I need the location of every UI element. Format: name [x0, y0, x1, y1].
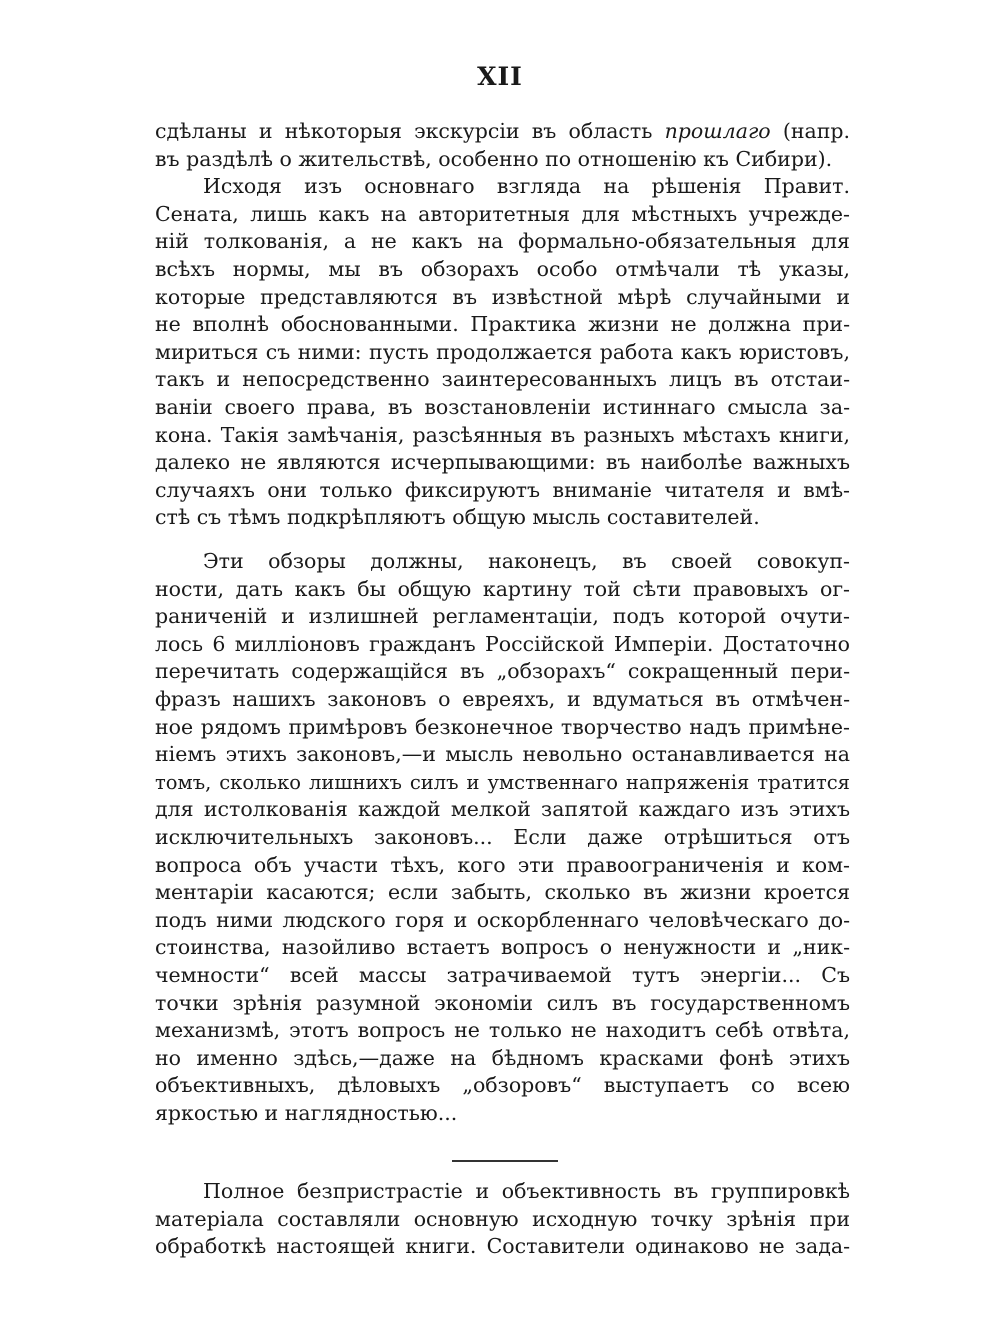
paragraph-2-line: случаяхъ они только фиксируютъ вниманіе читателя и вмѣ-	[155, 477, 850, 502]
paragraph-1-line-1	[155, 118, 850, 146]
paragraph-2-line: такъ и непосредственно заинтересованныхъ лицъ въ отстаи-	[155, 367, 850, 392]
paragraph-3-line: Эти обзоры должны, наконецъ, въ своей совокуп-	[203, 549, 850, 573]
paragraph-3-line: ности, дать какъ бы общую картину той сѣти правовыхъ ог-	[155, 576, 850, 601]
paragraph-3-line: раниченій и излишней регламентаціи, подъ которой очути-	[155, 604, 850, 629]
paragraph-3-line: механизмѣ, этотъ вопросъ не только не находитъ себѣ отвѣта,	[155, 1018, 850, 1043]
text-body	[155, 118, 850, 532]
paragraph-3-line: вопроса объ участи тѣхъ, кого эти правоограниченія и ком-	[155, 852, 850, 877]
paragraph-2-line: Сената, лишь какъ на авторитетныя для мѣстныхъ учрежде-	[155, 201, 850, 226]
text-body	[155, 548, 850, 1127]
paragraph-2-line: всѣхъ нормы, мы въ обзорахъ особо отмѣчали тѣ указы,	[155, 256, 850, 281]
paragraph-2-line: ній толкованія, а не какъ на формально-обязательныя для	[155, 229, 850, 254]
paragraph-4-line: Полное безпристрастіе и объективность въ группировкѣ	[203, 1179, 850, 1203]
paragraph-3-line: стоинства, назойливо встаетъ вопросъ о ненужности и „ник-	[155, 935, 850, 960]
paragraph-2-line: стѣ съ тѣмъ подкрѣпляютъ общую мысль составителей.	[155, 505, 760, 530]
text-body	[155, 1178, 850, 1261]
paragraph-3-line: для истолкованія каждой мелкой запятой каждаго изъ этихъ	[155, 797, 850, 822]
paragraph-3-line: объективныхъ, дѣловыхъ „обзоровъ“ выступаетъ со всею	[155, 1073, 850, 1098]
paragraph-2-line: мириться съ ними: пусть продолжается работа какъ юристовъ,	[155, 339, 850, 364]
paragraph-2-line: далеко не являются исчерпывающими: въ наиболѣе важныхъ	[155, 450, 850, 475]
italic-word: прошлаго	[664, 119, 771, 143]
paragraph-2-line: ваніи своего права, въ возстановленіи истиннаго смысла за-	[155, 394, 850, 419]
paragraph-3-line: ніемъ этихъ законовъ,—и мысль невольно останавливается на	[155, 742, 850, 767]
text-fragment: (напр.	[770, 119, 851, 143]
paragraph-3-line: подъ ними людского горя и оскорбленнаго человѣческаго до-	[155, 907, 850, 932]
paragraph-3-line: но именно здѣсь,—даже на бѣдномъ красками фонѣ этихъ	[155, 1045, 850, 1070]
paragraph-4-line: обработкѣ настоящей книги. Составители одинаково не зада-	[155, 1234, 850, 1259]
paragraph-3-line: исключительныхъ законовъ... Если даже отрѣшиться отъ	[155, 824, 850, 849]
paragraph-2-line: кона. Такія замѣчанія, разсѣянныя въ разныхъ мѣстахъ книги,	[155, 422, 850, 447]
paragraph-2-line: не вполнѣ обоснованными. Практика жизни не должна при-	[155, 312, 850, 337]
paragraph-3-line: фразъ нашихъ законовъ о евреяхъ, и вдуматься въ отмѣчен-	[155, 686, 850, 711]
section-divider	[452, 1160, 558, 1162]
paragraph-3-line: яркостью и наглядностью...	[155, 1100, 458, 1125]
paragraph-2-line: которые представляются въ извѣстной мѣрѣ случайными и	[155, 284, 850, 309]
paragraph-3-line: чемности“ всей массы затрачиваемой тутъ энергіи... Съ	[155, 962, 850, 987]
paragraph-3-line: ментаріи касаются; если забыть, сколько въ жизни кроется	[155, 880, 850, 905]
paragraph-2-line: Исходя изъ основнаго взгляда на рѣшенія Правит.	[203, 174, 850, 199]
paragraph-3-line: томъ, сколько лишнихъ силъ и умственнаго напряженія тратится	[155, 770, 850, 794]
paragraph-3-line: ное рядомъ примѣровъ безконечное творчество надъ примѣне-	[155, 714, 850, 739]
paragraph-4-line: матеріала составляли основную исходную точку зрѣнія при	[155, 1206, 850, 1231]
paragraph-3-line: точки зрѣнія разумной экономіи силъ въ государственномъ	[155, 990, 850, 1015]
page-number: XII	[477, 62, 523, 91]
paragraph-1-line-2: въ раздѣлѣ о жительствѣ, особенно по отношенію къ Сибири).	[155, 146, 833, 171]
text-fragment: сдѣланы и нѣкоторыя экскурсіи въ область	[155, 119, 665, 143]
paragraph-3-line: лось 6 милліоновъ гражданъ Россійской Имперіи. Достаточно	[155, 631, 850, 656]
paragraph-3-line: перечитать содержащійся въ „обзорахъ“ сокращенный пери-	[155, 659, 850, 684]
